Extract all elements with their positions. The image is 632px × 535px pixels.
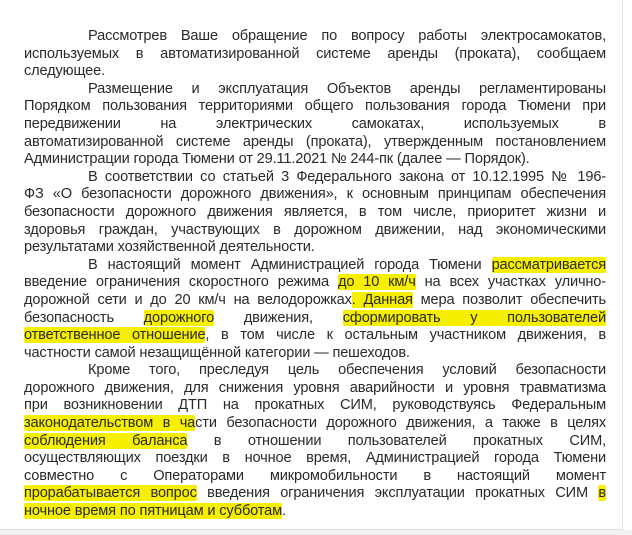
text-segment: совместно с Операторами микромобильности в настоящий момент [24,467,606,484]
text-line [24,345,606,363]
text-segment: безопасности дорожного движения является, в том числе, приоритет жизни и [24,203,606,220]
text-line [24,310,606,328]
text-segment: движения, [214,309,343,326]
text-line [24,380,606,398]
text-line [24,485,606,503]
text-line [24,450,606,468]
highlighted-text: соблюдения баланса [24,432,188,449]
text-line [24,98,606,116]
text-line [24,362,606,380]
highlighted-text: сформировать у пользователей [342,309,606,326]
text-segment: сти безопасности дорожного движения, а также в целях [195,415,606,432]
text-line [24,46,606,64]
text-segment: дорожного движения, для снижения уровня аварийности и уровня травматизма [24,379,606,396]
text-line [24,204,606,222]
text-line [24,415,606,433]
highlighted-text: прорабатывается вопрос [24,485,197,502]
text-segment: здоровья граждан, участвующих в дорожном движении, над экономическими [24,221,606,238]
text-line [24,116,606,134]
text-segment: В настоящий момент Администрацией города Тюмени [88,256,492,273]
text-segment: Размещение и эксплуатация Объектов аренды регламентированы [88,80,606,97]
text-segment: автоматизированной системе аренды (проката), утвержденным постановлением [24,133,606,150]
text-segment: на всех участках улично- [415,274,606,291]
text-line [24,397,606,415]
text-segment: дорожной сети и до 20 км/ч на велодорожках [24,291,352,308]
text-segment: Порядком пользования территориями общего пользования города Тюмени при [24,98,606,115]
text-segment: при возникновении ДТП на прокатных СИМ, руководствуясь Федеральным [24,397,606,414]
text-segment: в отношении пользователей прокатных СИМ, [187,432,607,449]
text-segment: следующее. [24,63,105,80]
text-line [24,257,606,275]
highlighted-text: ответственное отношение [24,327,206,344]
text-segment: осуществляющих поездки в ночное время, Администрацией города Тюмени [24,450,606,467]
highlighted-text: ночное время по пятницам и субботам [24,503,283,520]
text-line [24,186,606,204]
text-line [24,81,606,99]
text-segment: Администрации города Тюмени от 29.11.2021 № 244-пк (далее — Порядок). [24,151,530,168]
text-segment: результатами хозяйственной деятельности. [24,239,315,256]
text-line [24,292,606,310]
text-line [24,503,606,521]
text-segment: безопасность [24,309,144,326]
text-segment: используемых в автоматизированной системе аренды (проката), сообщаем [24,45,606,62]
text-segment: В соответствии со статьей 3 Федерального закона от 10.12.1995 № 196- [88,168,606,185]
letter-body [24,28,606,521]
text-line [24,169,606,187]
text-segment: частности самой незащищённой категории — пешеходов. [24,344,410,361]
text-segment: Рассмотрев Ваше обращение по вопросу работы электросамокатов, [88,28,606,44]
page-bottom-edge [0,530,632,535]
text-line [24,63,606,81]
text-line [24,274,606,292]
text-segment: мера позволит обеспечить [412,291,607,308]
text-segment: передвижении на электрических самокатах, используемых в [24,115,606,132]
text-line [24,222,606,240]
text-segment: Кроме того, преследуя цель обеспечения условий безопасности [88,362,606,379]
text-segment: ФЗ «О безопасности дорожного движения», к основным принципам обеспечения [24,186,606,203]
text-segment: введения ограничения эксплуатации прокатных СИМ [196,485,599,502]
highlighted-text: законодательством в ча [24,415,196,432]
text-line [24,468,606,486]
highlighted-text: дорожного [143,309,215,326]
highlighted-text: рассматривается [491,256,606,273]
highlighted-text: . Данная [351,291,413,308]
highlighted-text: в [598,485,607,502]
text-line [24,134,606,152]
text-line [24,433,606,451]
highlighted-text: до 10 км/ч [337,274,416,291]
text-line [24,151,606,169]
text-segment: введение ограничения скоростного режима [24,274,338,291]
text-line [24,239,606,257]
text-line [24,28,606,46]
text-line [24,327,606,345]
text-segment: . [282,503,286,520]
text-segment: , в том числе к остальным участником движения, в [205,327,606,344]
